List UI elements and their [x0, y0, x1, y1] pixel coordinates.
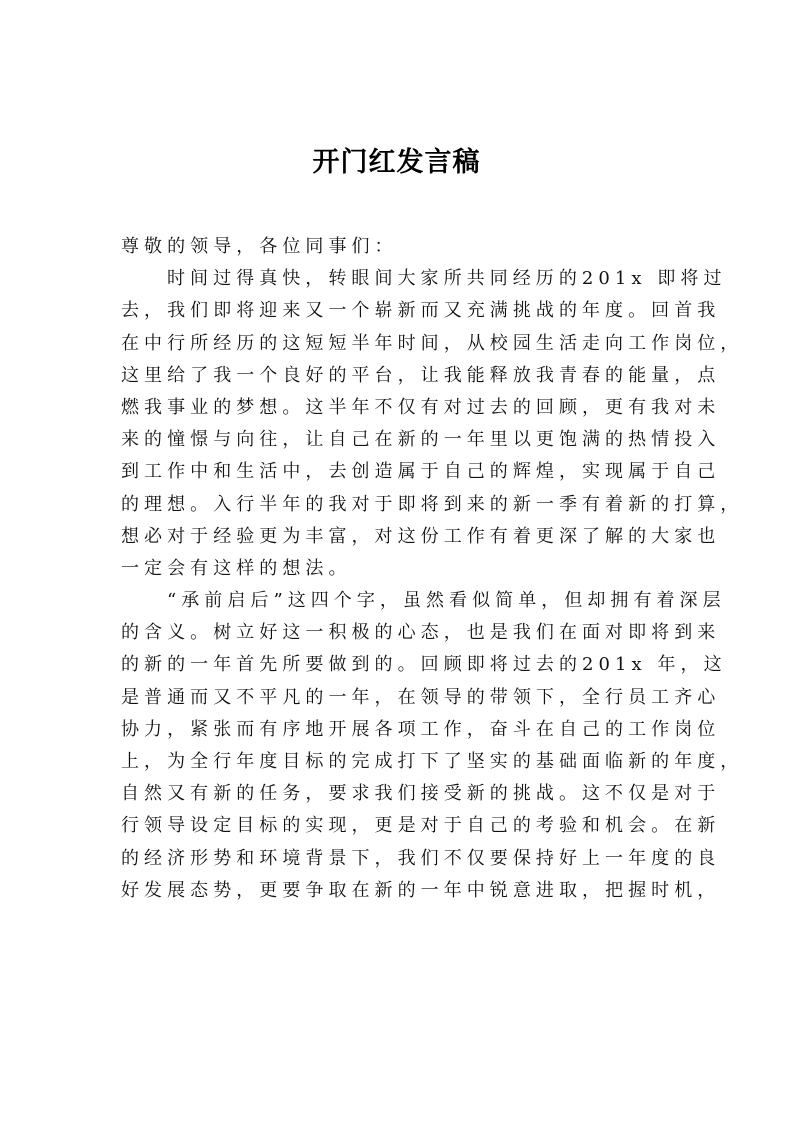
paragraph-line: 燃我事业的梦想。这半年不仅有对过去的回顾，更有我对未 — [121, 396, 721, 418]
paragraph-line: 到工作中和生活中，去创造属于自己的辉煌，实现属于自己 — [121, 461, 721, 483]
paragraph-line: 是普通而又不平凡的一年，在领导的带领下，全行员工齐心 — [121, 686, 721, 708]
paragraph-line: 协力，紧张而有序地开展各项工作，奋斗在自己的工作岗位 — [121, 718, 721, 740]
paragraph-line: 行领导设定目标的实现，更是对于自己的考验和机会。在新 — [121, 815, 721, 837]
paragraph-line: 上，为全行年度目标的完成打下了坚实的基础面临新的年度， — [121, 751, 744, 772]
paragraph-line: “承前启后”这四个字，虽然看似简单，但却拥有着深层 — [167, 590, 726, 612]
paragraph-1 — [121, 263, 744, 585]
paragraph-line: 好发展态势，更要争取在新的一年中锐意进取，把握时机， — [121, 879, 721, 901]
paragraph-line: 的新的一年首先所要做到的。回顾即将过去的201x 年，这 — [121, 654, 727, 676]
paragraph-line: 来的憧憬与向往，让自己在新的一年里以更饱满的热情投入 — [121, 429, 721, 451]
paragraph-line: 一定会有这样的想法。 — [121, 557, 352, 579]
paragraph-line: 去，我们即将迎来又一个崭新而又充满挑战的年度。回首我 — [121, 300, 721, 322]
paragraph-line: 想必对于经验更为丰富，对这份工作有着更深了解的大家也 — [121, 525, 721, 547]
document-body — [121, 231, 744, 907]
paragraph-line: 这里给了我一个良好的平台，让我能释放我青春的能量，点 — [121, 364, 721, 386]
paragraph-line: 时间过得真快，转眼间大家所共同经历的201x 即将过 — [167, 268, 727, 290]
document-title: 开门红发言稿 — [312, 147, 481, 178]
paragraph-line: 的经济形势和环境背景下，我们不仅要保持好上一年度的良 — [121, 847, 721, 869]
paragraph-line: 的含义。树立好这一积极的心态，也是我们在面对即将到来 — [121, 622, 721, 644]
paragraph-line: 在中行所经历的这短短半年时间，从校园生活走向工作岗位， — [121, 332, 744, 354]
salutation: 尊敬的领导，各位同事们： — [121, 236, 398, 257]
paragraph-2 — [121, 585, 744, 907]
paragraph-line: 自然又有新的任务，要求我们接受新的挑战。这不仅是对于 — [121, 783, 721, 805]
paragraph-line: 的理想。入行半年的我对于即将到来的新一季有着新的打算， — [121, 493, 744, 515]
